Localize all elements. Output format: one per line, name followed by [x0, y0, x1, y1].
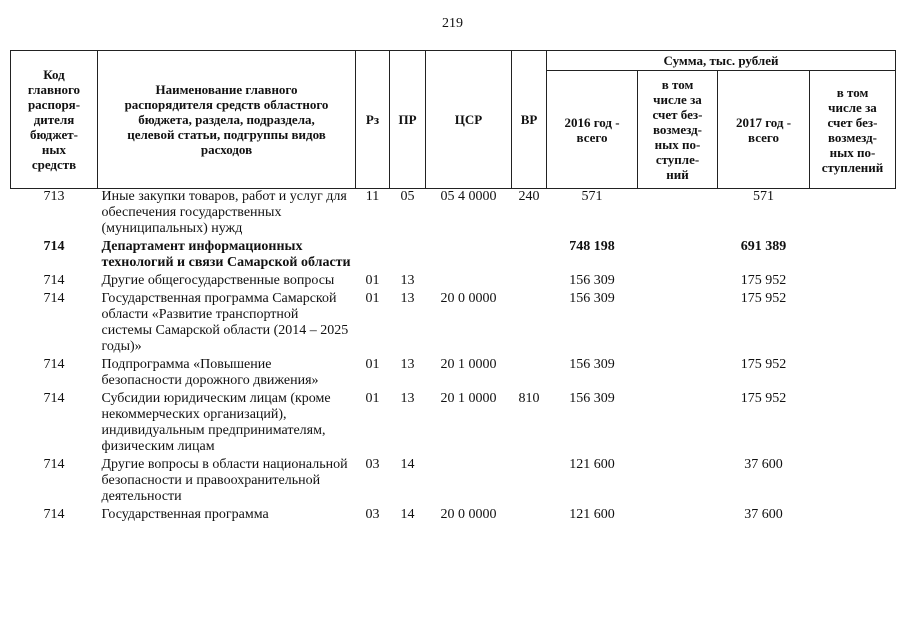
header-2016-incl: в том числе за счет без- возмезд- ных по- ступле- ний [638, 71, 718, 189]
cell-2016-total: 571 [581, 189, 603, 204]
cell-csr [426, 273, 512, 291]
header-code: Код главного распоря- дителя бюджет- ных средств [11, 51, 98, 189]
header-2016-total: 2016 год - всего [547, 71, 638, 189]
header-pr: ПР [390, 51, 426, 189]
cell-2016-total: 121 600 [569, 457, 615, 472]
cell-vr [512, 507, 547, 525]
cell-code: 714 [43, 291, 65, 306]
header-rz: Рз [356, 51, 390, 189]
cell-2017-incl [810, 291, 896, 357]
table-row [11, 357, 896, 391]
cell-2016-incl [638, 291, 718, 357]
cell-2017-incl [810, 391, 896, 457]
cell-pr: 14 [400, 507, 415, 522]
table-row [11, 291, 896, 357]
cell-2017-incl [810, 273, 896, 291]
cell-2016-incl [638, 189, 718, 240]
cell-2017-total: 691 389 [740, 239, 787, 254]
cell-vr [512, 457, 547, 507]
cell-2016-incl [638, 273, 718, 291]
cell-pr: 14 [400, 457, 415, 472]
cell-code: 713 [43, 189, 65, 204]
cell-name: Другие общегосударственные вопросы [101, 273, 335, 288]
cell-csr: 20 0 0000 [440, 291, 497, 306]
cell-vr: 240 [518, 189, 540, 204]
cell-csr [426, 457, 512, 507]
cell-name: Департамент информационных технологий и связи Самарской области [101, 239, 351, 270]
table-row [11, 189, 896, 240]
cell-pr: 13 [400, 273, 415, 288]
table-row [11, 457, 896, 507]
cell-name: Подпрограмма «Повышение безопасности дорожного движения» [101, 357, 319, 388]
cell-2016-incl [638, 507, 718, 525]
cell-pr: 05 [400, 189, 415, 204]
header-name: Наименование главного распорядителя средств областного бюджета, раздела, подраздела, целевой статьи, подгруппы видов расходов [98, 51, 356, 189]
cell-code: 714 [43, 457, 65, 472]
header-csr: ЦСР [426, 51, 512, 189]
cell-name: Субсидии юридическим лицам (кроме некоммерческих организаций), индивидуальным предпринимателям, физическим лицам [101, 391, 331, 454]
table-row [11, 391, 896, 457]
cell-vr [512, 239, 547, 273]
cell-code: 714 [43, 239, 65, 254]
cell-pr [390, 239, 426, 273]
cell-vr [512, 273, 547, 291]
cell-name: Иные закупки товаров, работ и услуг для обеспечения государственных (муниципальных) нужд [101, 189, 347, 236]
cell-rz: 01 [365, 291, 380, 306]
header-sum: Сумма, тыс. рублей [547, 51, 896, 71]
cell-2016-incl [638, 239, 718, 273]
cell-vr [512, 357, 547, 391]
cell-2016-total: 156 309 [569, 291, 615, 306]
header-2017-total: 2017 год - всего [718, 71, 810, 189]
header-2017-incl: в том числе за счет без- возмезд- ных по- ступлений [810, 71, 896, 189]
cell-rz: 01 [365, 357, 380, 372]
cell-2017-total: 175 952 [740, 291, 787, 306]
cell-csr [426, 239, 512, 273]
cell-name: Государственная программа [101, 507, 269, 522]
cell-code: 714 [43, 391, 65, 406]
table-body [11, 189, 896, 526]
cell-rz: 11 [365, 189, 380, 204]
cell-pr: 13 [400, 391, 415, 406]
cell-pr: 13 [400, 357, 415, 372]
cell-2017-total: 571 [753, 189, 774, 204]
cell-rz [356, 239, 390, 273]
cell-2016-total: 156 309 [569, 357, 615, 372]
cell-csr: 05 4 0000 [440, 189, 497, 204]
cell-2017-total: 175 952 [740, 273, 787, 288]
cell-2016-total: 156 309 [569, 273, 615, 288]
cell-2017-total: 175 952 [740, 357, 787, 372]
cell-vr: 810 [518, 391, 540, 406]
cell-rz: 01 [365, 273, 380, 288]
budget-table [10, 50, 896, 525]
cell-2016-total: 121 600 [569, 507, 615, 522]
cell-vr [512, 291, 547, 357]
table-row [11, 507, 896, 525]
cell-rz: 01 [365, 391, 380, 406]
cell-name: Другие вопросы в области национальной безопасности и правоохранительной деятельности [101, 457, 348, 504]
cell-code: 714 [43, 507, 65, 522]
cell-2017-incl [810, 507, 896, 525]
cell-code: 714 [43, 273, 65, 288]
header-vr: ВР [512, 51, 547, 189]
cell-2016-total: 748 198 [569, 239, 615, 254]
cell-2016-incl [638, 357, 718, 391]
cell-2017-total: 175 952 [740, 391, 787, 406]
cell-pr: 13 [400, 291, 415, 306]
cell-2017-incl [810, 357, 896, 391]
cell-csr: 20 1 0000 [440, 357, 497, 372]
cell-2017-incl [810, 189, 896, 240]
cell-2016-incl [638, 391, 718, 457]
cell-2016-incl [638, 457, 718, 507]
cell-rz: 03 [365, 507, 380, 522]
cell-code: 714 [43, 357, 65, 372]
cell-name: Государственная программа Самарской области «Развитие транспортной системы Самарской области (2014 – 2025 годы)» [101, 291, 349, 354]
table-row [11, 239, 896, 273]
cell-2016-total: 156 309 [569, 391, 615, 406]
cell-2017-incl [810, 457, 896, 507]
page-number: 219 [442, 16, 463, 31]
cell-2017-total: 37 600 [744, 507, 783, 522]
cell-csr: 20 1 0000 [440, 391, 497, 406]
cell-rz: 03 [365, 457, 380, 472]
cell-2017-incl [810, 239, 896, 273]
cell-2017-total: 37 600 [744, 457, 783, 472]
cell-csr: 20 0 0000 [440, 507, 497, 522]
table-row [11, 273, 896, 291]
